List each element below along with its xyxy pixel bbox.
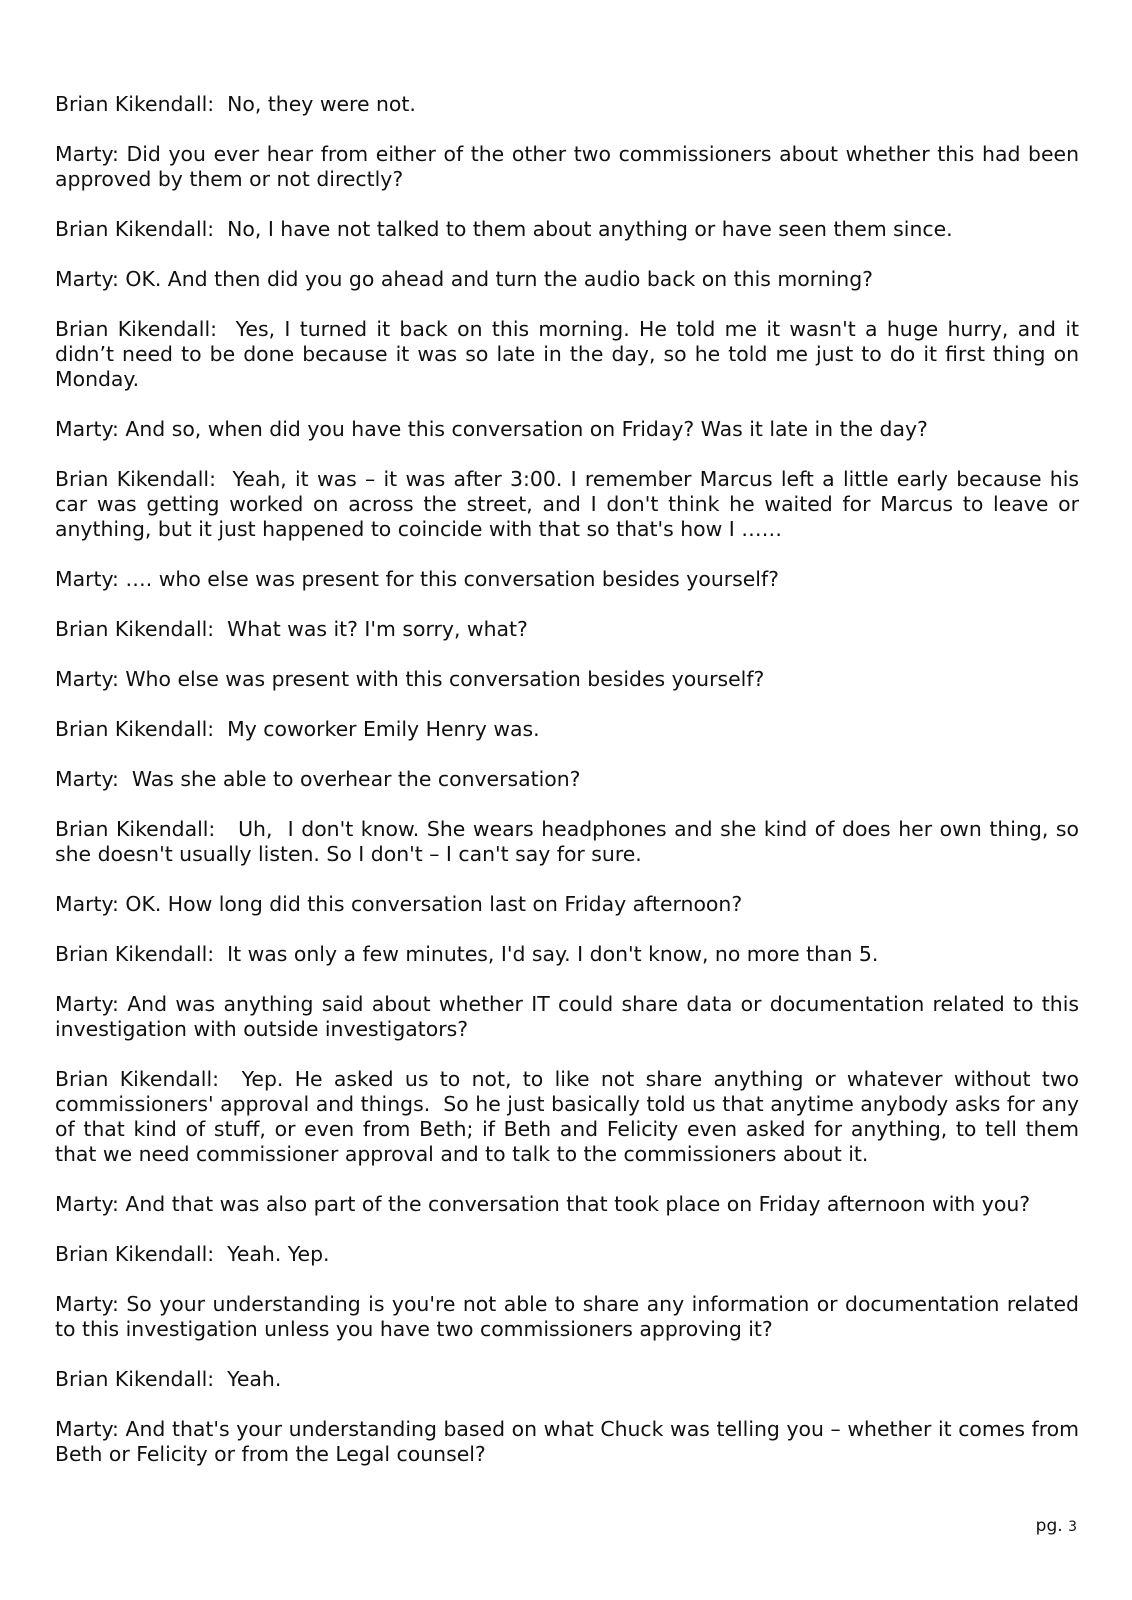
- transcript-paragraph: Brian Kikendall: What was it? I'm sorry, what?: [55, 617, 528, 641]
- transcript-paragraph: Brian Kikendall: Yeah, it was – it was after 3:00. I remember Marcus left a little early because his car was getting worked on across the street, and I don't think he waited for Marcus to leave or anything, but it just happened to coincide with that so that's how I ……: [55, 467, 1086, 541]
- transcript-paragraph: Brian Kikendall: My coworker Emily Henry was.: [55, 717, 540, 741]
- transcript-paragraph: Marty: So your understanding is you're not able to share any information or documentation related to this investigation unless you have two commissioners approving it?: [55, 1292, 1086, 1341]
- page-number-value: 3: [1068, 1519, 1077, 1535]
- transcript-paragraph: Marty: And was anything said about whether IT could share data or documentation related to this investigation with outside investigators?: [55, 992, 1086, 1041]
- transcript-paragraph: Brian Kikendall: Yeah.: [55, 1367, 282, 1391]
- transcript-paragraph: Marty: …. who else was present for this conversation besides yourself?: [55, 567, 779, 591]
- transcript-paragraph: Marty: And so, when did you have this conversation on Friday? Was it late in the day?: [55, 417, 928, 441]
- transcript-paragraph: Marty: Did you ever hear from either of the other two commissioners about whether this had been approved by them or not directly?: [55, 142, 1086, 191]
- transcript-paragraph: Marty: Was she able to overhear the conversation?: [55, 767, 581, 791]
- transcript-paragraph: Brian Kikendall: Yes, I turned it back on this morning. He told me it wasn't a huge hurry, and it didn’t need to be done because it was so late in the day, so he told me just to do it first thing on Monday.: [55, 317, 1086, 391]
- page-number: [1036, 1515, 1077, 1538]
- transcript-paragraph: Marty: OK. How long did this conversation last on Friday afternoon?: [55, 892, 743, 916]
- page-number-prefix: pg.: [1035, 1516, 1063, 1536]
- transcript-paragraph: Brian Kikendall: No, they were not.: [55, 92, 416, 116]
- transcript-paragraph: Brian Kikendall: Yeah. Yep.: [55, 1242, 330, 1266]
- transcript-paragraph: Marty: Who else was present with this conversation besides yourself?: [55, 667, 765, 691]
- transcript-paragraph: Marty: OK. And then did you go ahead and turn the audio back on this morning?: [55, 267, 873, 291]
- transcript-paragraph: Brian Kikendall: No, I have not talked to them about anything or have seen them since.: [55, 217, 953, 241]
- transcript-body: [55, 92, 1086, 1492]
- transcript-paragraph: Brian Kikendall: It was only a few minutes, I'd say. I don't know, no more than 5.: [55, 942, 879, 966]
- transcript-paragraph: Marty: And that was also part of the conversation that took place on Friday afternoon with you?: [55, 1192, 1031, 1216]
- transcript-paragraph: Brian Kikendall: Uh, I don't know. She wears headphones and she kind of does her own thing, so she doesn't usually listen. So I don't – I can't say for sure.: [55, 817, 1086, 866]
- transcript-paragraph: Marty: And that's your understanding based on what Chuck was telling you – whether it comes from Beth or Felicity or from the Legal counsel?: [55, 1417, 1086, 1466]
- transcript-paragraph: Brian Kikendall: Yep. He asked us to not, to like not share anything or whatever without two commissioners' approval and things. So he just basically told us that anytime anybody asks for any of that kind of stuff, or even from Beth; if Beth and Felicity even asked for anything, to tell them that we need commissioner approval and to talk to the commissioners about it.: [55, 1067, 1086, 1166]
